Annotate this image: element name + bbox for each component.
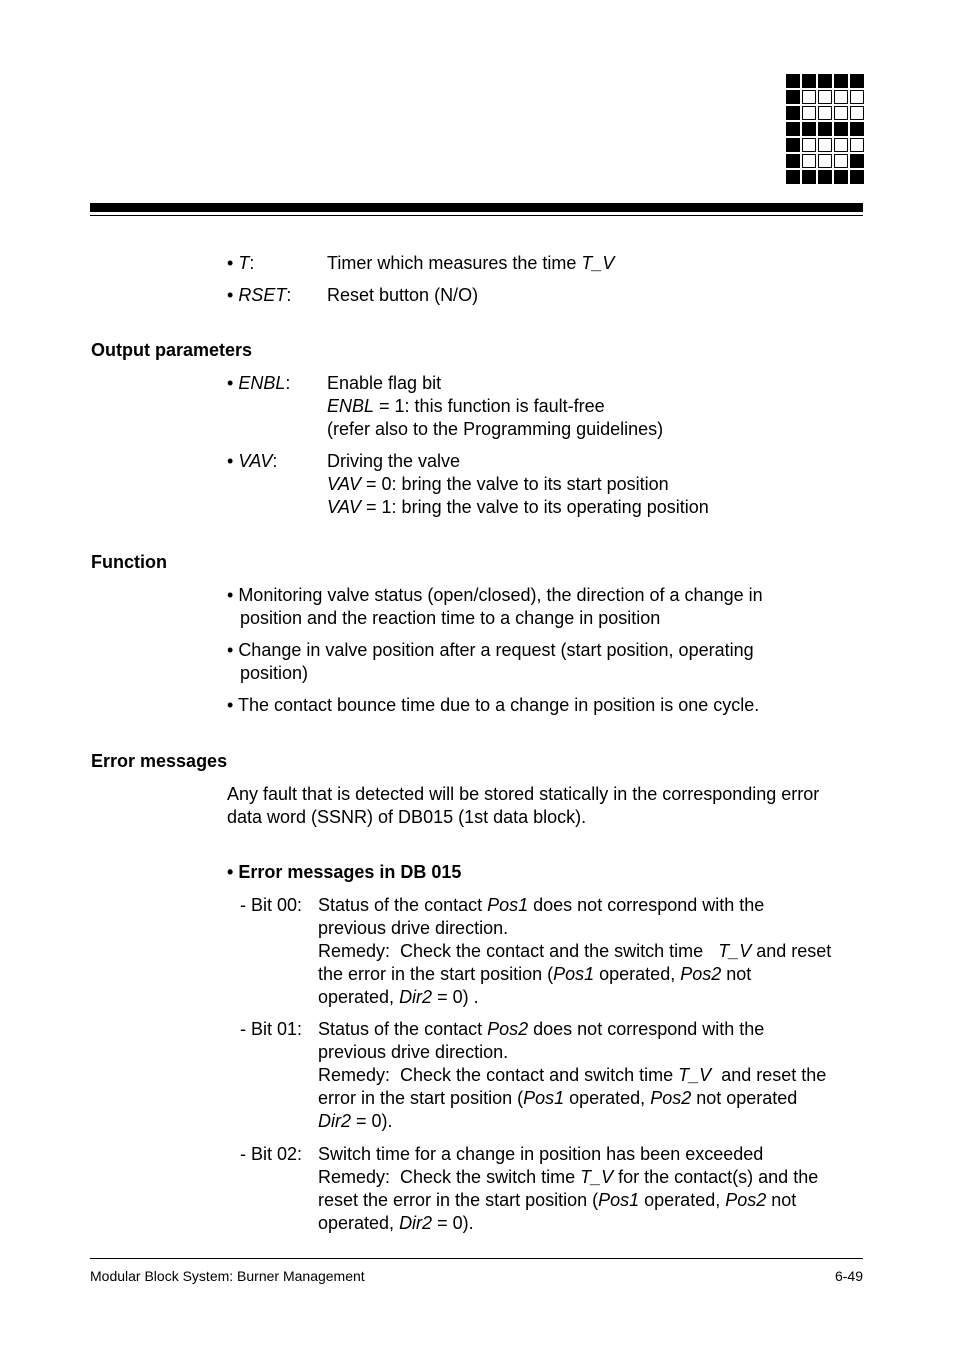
- logo-cell: [818, 122, 832, 136]
- section-heading-output: Output parameters: [91, 340, 253, 360]
- bit-00-desc: Status of the contact Pos1 does not correspond with the previous drive direction. Remedy: Check the contact and the switch time T_V and reset the error in the start position (Pos1 operated, Pos2 not operated, Dir2 = 0) .: [318, 895, 832, 1007]
- section-heading-errors: Error messages: [91, 751, 228, 771]
- list-item-vav: • VAV:: [227, 451, 278, 471]
- logo-cell: [834, 106, 848, 120]
- bit-02-desc: Switch time for a change in position has been exceeded Remedy: Check the switch time T_V for the contact(s) and the reset the error in the start position (Pos1 operated, Pos2 not operated, Dir2 = 0).: [318, 1144, 819, 1233]
- logo-cell: [818, 138, 832, 152]
- logo-cell: [850, 90, 864, 104]
- logo-cell: [802, 106, 816, 120]
- logo-cell: [834, 170, 848, 184]
- db015-heading: • Error messages in DB 015: [227, 862, 462, 882]
- bit-02-label: - Bit 02:: [240, 1144, 303, 1164]
- logo-cell: [850, 74, 864, 88]
- footer-title: Modular Block System: Burner Management: [90, 1268, 365, 1284]
- function-bullet-3: • The contact bounce time due to a change in position is one cycle.: [227, 695, 760, 715]
- list-item-rset-desc: Reset button (N/O): [327, 285, 479, 305]
- section-heading-function: Function: [91, 552, 167, 572]
- list-item-rset: • RSET:: [227, 285, 292, 305]
- list-item-enbl: • ENBL:: [227, 373, 291, 393]
- logo-cell: [786, 106, 800, 120]
- logo-grid-icon: [786, 74, 864, 182]
- logo-cell: [818, 90, 832, 104]
- logo-cell: [786, 154, 800, 168]
- header-rule-thin: [90, 215, 863, 216]
- bit-01-desc: Status of the contact Pos2 does not correspond with the previous drive direction. Remedy: Check the contact and switch time T_V and reset the error in the start position (Pos1 operated, Pos2 not operated Dir2 = 0).: [318, 1019, 827, 1131]
- function-bullet-2: • Change in valve position after a request (start position, operating position): [227, 640, 754, 683]
- logo-cell: [786, 90, 800, 104]
- logo-cell: [786, 170, 800, 184]
- logo-cell: [802, 138, 816, 152]
- footer-rule: [90, 1258, 863, 1259]
- list-item-vav-desc: Driving the valve VAV = 0: bring the valve to its start position VAV = 1: bring the valve to its operating position: [327, 451, 709, 517]
- logo-cell: [802, 74, 816, 88]
- logo-cell: [802, 154, 816, 168]
- list-item-enbl-desc: Enable flag bit ENBL = 1: this function is fault-free (refer also to the Programming guidelines): [327, 373, 664, 439]
- logo-cell: [834, 138, 848, 152]
- logo-cell: [818, 106, 832, 120]
- list-item-t: • T:: [227, 253, 255, 273]
- logo-cell: [786, 122, 800, 136]
- function-bullet-1: • Monitoring valve status (open/closed), the direction of a change in position and the reaction time to a change in position: [227, 585, 763, 628]
- logo-cell: [850, 170, 864, 184]
- logo-cell: [850, 106, 864, 120]
- logo-cell: [786, 74, 800, 88]
- logo-cell: [786, 138, 800, 152]
- logo-cell: [834, 122, 848, 136]
- page-number: 6-49: [834, 1268, 863, 1284]
- bit-01-label: - Bit 01:: [240, 1019, 303, 1039]
- logo-cell: [834, 74, 848, 88]
- logo-cell: [802, 170, 816, 184]
- logo-cell: [818, 170, 832, 184]
- logo-cell: [802, 90, 816, 104]
- logo-cell: [834, 90, 848, 104]
- logo-cell: [850, 138, 864, 152]
- logo-cell: [818, 154, 832, 168]
- logo-cell: [850, 154, 864, 168]
- header-rule-thick: [90, 203, 863, 212]
- errors-intro: Any fault that is detected will be stored statically in the corresponding error data word (SSNR) of DB015 (1st data block).: [227, 784, 820, 827]
- logo-cell: [802, 122, 816, 136]
- bit-00-label: - Bit 00:: [240, 895, 303, 915]
- logo-cell: [850, 122, 864, 136]
- logo-cell: [818, 74, 832, 88]
- logo-cell: [834, 154, 848, 168]
- list-item-t-desc: Timer which measures the time T_V: [327, 253, 615, 273]
